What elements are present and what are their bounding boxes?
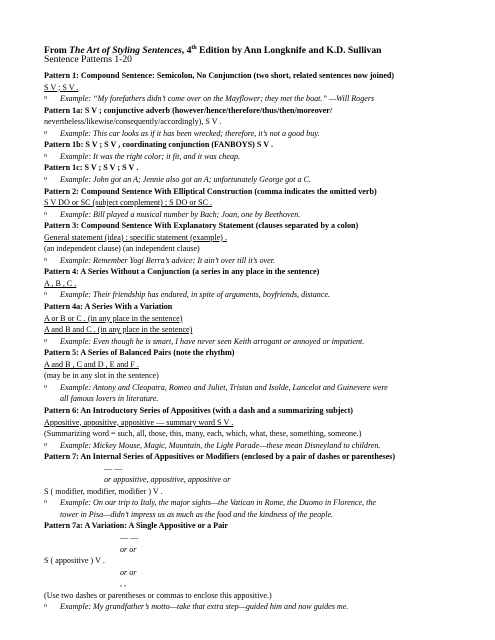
pattern-heading: Pattern 6: An Introductory Series of Appositives (with a dash and a summarizing subject) [44,405,353,415]
pattern-line: or or [120,544,137,554]
list-bullet: o [44,603,47,610]
list-bullet: o [44,210,47,217]
pattern-line: or or [120,567,137,577]
pattern-heading: Pattern 1a: S V ; conjunctive adverb (however/hence/therefore/thus/then/moreover/ [44,105,333,115]
pattern-heading: Pattern 1b: S V ; S V , coordinating conjunction (FANBOYS) S V . [44,140,273,150]
pattern-heading: Pattern 1c: S V ; S V ; S V . [44,163,139,173]
pattern-line: — — [104,463,123,473]
pattern-line: nevertheless/likewise/consequently/accordingly), S V . [44,117,222,127]
pattern-line: S V DO or SC (subject complement) ; S DO or SC . [44,198,213,208]
title-authors: Edition by Ann Longknife and K.D. Sullivan [196,45,382,57]
pattern-heading: Pattern 7: An Internal Series of Appositives or Modifiers (enclosed by a pair of dashes or parentheses) [44,452,396,462]
list-bullet: o [44,499,47,506]
pattern-line: (Use two dashes or parentheses or commas to enclose this appositive.) [44,590,272,600]
list-bullet: o [44,152,47,159]
pattern-line: (Summarizing word = such, all, those, this, many, each, which, what, these, something, someone.) [44,429,362,439]
list-bullet: o [44,95,47,102]
pattern-line: S V ; S V . [44,82,79,92]
pattern-line: , , [120,579,127,589]
list-bullet: o [44,337,47,344]
example-text: Example: Even though he is smart, I have never seen Keith arrogant or annoyed or impatient. [60,336,365,346]
list-bullet: o [44,256,47,263]
list-bullet: o [44,441,47,448]
example-text: Example: Their friendship has endured, in spite of arguments, boyfriends, distance. [60,290,331,300]
example-text: Example: John got an A; Jennie also got an A; unfortunately George got a C. [60,174,311,184]
list-bullet: o [44,175,47,182]
pattern-line: (an independent clause) (an independent clause) [44,244,200,254]
example-text: tower in Pisa—didn’t impress us as much as the food and the kindness of the people. [60,509,334,519]
document-subtitle: Sentence Patterns 1-20 [44,54,132,65]
title-from: From [44,45,70,57]
pattern-line: S ( modifier, modifier, modifier ) V . [44,486,163,496]
example-text: all famous lovers in literature. [60,394,159,404]
list-bullet: o [44,383,47,390]
example-text: Example: Remember Yogi Berra’s advice: It ain’t over till it’s over. [60,255,275,265]
pattern-line: — — [120,533,139,542]
example-text: Example: It was the right color; it fit, and it was cheap. [60,151,241,161]
edition-number: , 4 [181,45,192,57]
example-text: Example: “My forefathers didn’t come over on the Mayflower; they met the boat.” —Will Rogers [60,94,375,104]
list-bullet: o [44,129,47,136]
pattern-line: A and B , C and D , E and F . [44,359,139,369]
example-text: Example: On our trip to Italy, the major sights—the Vatican in Rome, the Duomo in Florence, the [60,498,376,508]
pattern-heading: Pattern 2: Compound Sentence With Elliptical Construction (comma indicates the omitted verb) [44,186,377,196]
pattern-line: A and B and C . (in any place in the sentence) [44,325,193,335]
pattern-heading: Pattern 5: A Series of Balanced Pairs (note the rhythm) [44,348,235,358]
pattern-line: or appositive, appositive, appositive or [104,475,231,485]
book-title: The Art of Styling Sentences [69,45,182,57]
example-text: Example: This car looks as if it has been wrecked; therefore, it’s not a good buy. [60,128,320,138]
pattern-line: A , B , C . [44,278,77,288]
pattern-line: (may be in any slot in the sentence) [44,371,159,381]
pattern-heading: Pattern 1: Compound Sentence: Semicolon, No Conjunction (two short, related sentences now joined) [44,71,395,80]
pattern-line: A or B or C . (in any place in the sentence) [44,313,183,323]
pattern-heading: Pattern 3: Compound Sentence With Explanatory Statement (clauses separated by a colon) [44,221,359,231]
example-text: Example: Mickey Mouse, Magic, Mountain, the Light Parade—these mean Disneyland to children. [60,440,381,450]
pattern-heading: Pattern 4a: A Series With a Variation [44,302,173,311]
edition-superscript: th [191,45,197,51]
pattern-line: General statement (idea) : specific statement (example) . [44,232,227,242]
pattern-heading: Pattern 4: A Series Without a Conjunction (a series in any place in the sentence) [44,267,320,277]
example-text: Example: Bill played a musical number by Bach; Joan, one by Beethoven. [60,209,301,219]
pattern-line: Appositive, appositive, appositive — summary word S V . [44,417,234,427]
example-text: Example: My grandfather’s motto—take that extra step—guided him and now guides me. [60,602,349,612]
list-bullet: o [44,291,47,298]
pattern-heading: Pattern 7a: A Variation: A Single Appositive or a Pair [44,521,228,531]
example-text: Example: Antony and Cleopatra, Romeo and Juliet, Tristan and Isolde, Lancelot and Guinevere were [60,382,388,392]
pattern-line: S ( appositive ) V . [44,556,105,566]
